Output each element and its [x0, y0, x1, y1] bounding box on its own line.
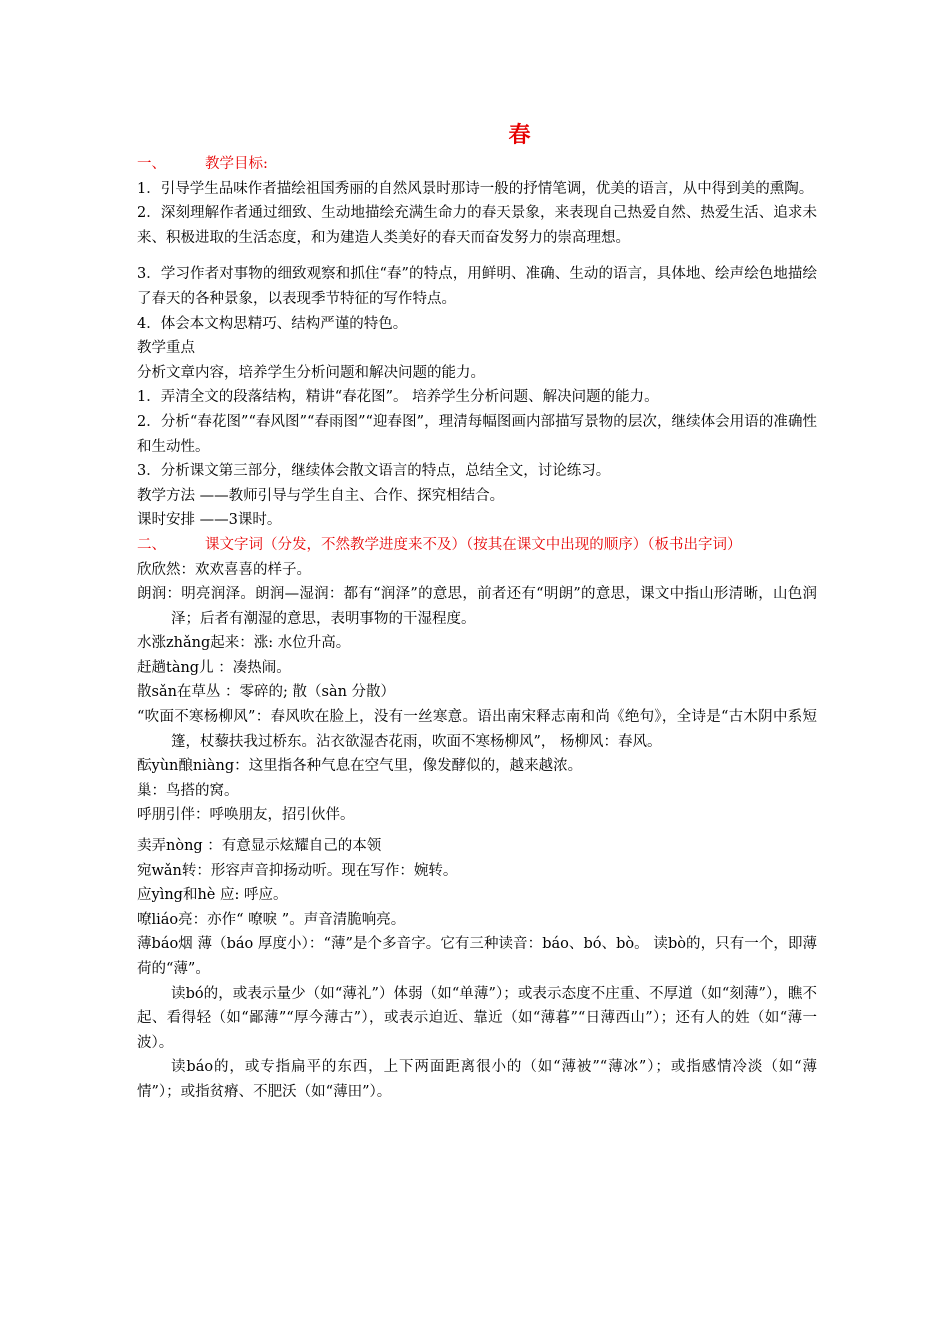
document-content [137, 120, 817, 1105]
word-entry: 酝yùn酿niàng：这里指各种气息在空气里，像发酵似的，越来越浓。 [137, 758, 583, 775]
reading-bao-paragraph: 读báo的，或专指扁平的东西，上下两面距离很小的（如“薄被”“薄冰”）；或指感情冷淡（如“薄情”）；或指贫瘠、不肥沃（如“薄田”）。 [137, 1059, 817, 1100]
word-entry-bao: 薄báo烟 薄（báo 厚度小）：“薄”是个多音字。它有三种读音：báo、bó、bò。 读bò的，只有一个，即薄荷的“薄”。 [137, 936, 817, 977]
section-number: 二、 [137, 536, 166, 553]
word-entry: 巢：鸟搭的窝。 [137, 782, 239, 799]
key-point-item: 2．分析“春花图”“春风图”“春雨图”“迎春图”，理清每幅图画内部描写景物的层次，继续体会用语的准确性和生动性。 [137, 413, 817, 455]
word-entry: 应yìng和hè 应: 呼应。 [137, 887, 288, 904]
goal-item: 2．深刻理解作者通过细致、生动地描绘充满生命力的春天景象，来表现自己热爱自然、热爱生活、追求未来、积极进取的生活态度，和为建造人类美好的春天而奋发努力的崇高理想。 [137, 205, 817, 246]
goal-item: 1．引导学生品味作者描绘祖国秀丽的自然风景时那诗一般的抒情笔调，优美的语言，从中得到美的熏陶。 [137, 180, 814, 197]
word-entry: 朗润：明亮润泽。朗润—湿润：都有“润泽”的意思，前者还有“明朗”的意思，课文中指山形清晰，山色润泽；后者有潮湿的意思，表明事物的干湿程度。 [137, 586, 817, 627]
section-title: 课文字词（分发，不然教学进度来不及）（按其在课文中出现的顺序）（板书出字词） [205, 536, 742, 553]
word-entry: 水涨zhǎng起来：涨: 水位升高。 [137, 635, 351, 652]
paragraph-gap [137, 250, 817, 262]
word-entry: 呼朋引伴：呼唤朋友，招引伙伴。 [137, 807, 355, 824]
word-entry: 欣欣然：欢欢喜喜的样子。 [137, 561, 311, 578]
key-points-intro: 分析文章内容，培养学生分析问题和解决问题的能力。 [137, 364, 485, 381]
word-entry: 宛wǎn转：形容声音抑扬动听。现在写作：婉转。 [137, 862, 458, 879]
section-heading-goals [137, 152, 817, 177]
word-entry: 卖弄nòng ：有意显示炫耀自己的本领 [137, 838, 382, 855]
goal-item: 3．学习作者对事物的细致观察和抓住“春”的特点，用鲜明、准确、生动的语言，具体地、绘声绘色地描绘了春天的各种景象，以表现季节特征的写作特点。 [137, 266, 817, 307]
word-entry: 散sǎn在草丛 ：零碎的; 散（sàn 分散） [137, 684, 396, 701]
word-entry: 嘹liáo亮：亦作“ 嘹唳 ”。声音清脆响亮。 [137, 911, 406, 928]
section-title: 教学目标: [205, 156, 268, 172]
teaching-method: 教学方法 ——教师引导与学生自主、合作、探究相结合。 [137, 487, 505, 504]
word-entry: 赶趟tàng儿 ：凑热闹。 [137, 659, 291, 676]
key-point-item: 3．分析课文第三部分，继续体会散文语言的特点，总结全文，讨论练习。 [137, 463, 611, 480]
key-point-item: 1．弄清全文的段落结构，精讲“春花图”。 培养学生分析问题、解决问题的能力。 [137, 389, 659, 406]
section-heading-words [137, 533, 817, 558]
section-number: 一、 [137, 156, 166, 172]
key-points-heading: 教学重点 [137, 340, 195, 357]
word-entry: “吹面不寒杨柳风”：春风吹在脸上，没有一丝寒意。语出南宋释志南和尚《绝句》，全诗是“古木阴中系短篷，杖藜扶我过桥东。沾衣欲湿杏花雨，吹面不寒杨柳风”， 杨柳风：春风。 [137, 709, 817, 750]
page-title: 春 [508, 122, 531, 148]
class-schedule: 课时安排 ——3课时。 [137, 512, 282, 529]
goal-item: 4．体会本文构思精巧、结构严谨的特色。 [137, 315, 408, 332]
reading-bo-paragraph: 读bó的，或表示量少（如“薄礼”）体弱（如“单薄”）；或表示态度不庄重、不厚道（如“刻薄”），瞧不起、看得轻（如“鄙薄”“厚今薄古”），或表示迫近、靠近（如“薄暮”“日薄西山”）；还有人的姓（如“薄一波）。 [137, 985, 817, 1051]
